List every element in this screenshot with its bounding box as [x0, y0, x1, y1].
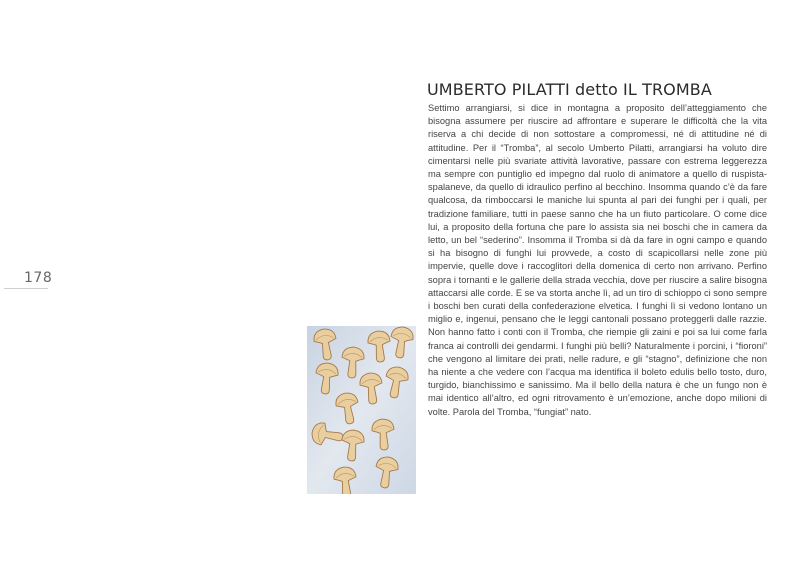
article-title: UMBERTO PILATTI detto IL TROMBA	[427, 80, 712, 99]
dried-mushroom-slices-photo	[307, 326, 416, 494]
article-body: Settimo arrangiarsi, si dice in montagna a proposito dell’atteggiamento che bisogna assumere per riuscire ad affrontare e superare le difficoltà che la vita riserva a chi decide di non sottostare a compromessi, né di attitudine né di attitudine. Per il “Tromba”, al secolo Umberto Pilatti, arrangiarsi ha voluto dire cimentarsi nelle più svariate attività lavorative, passare con estrema leggerezza ma sempre con puntiglio ed impegno dal ruolo di animatore a quello di ruspista-spalaneve, da quello di idraulico perfino al becchino. Insomma quando c’è da fare qualcosa, da rimboccarsi le maniche lui spunta al pari dei funghi per i quali, per tradizione familiare, tutti in paese sanno che ha un fiuto particolare. O come dice lui, a proposito della fortuna che pare lo assista sia nei boschi che in camera da letto, un bel “sederino”. Insomma il Tromba si dà da fare in ogni campo e quando si ha bisogno di funghi lui provvede, a costo di scapicollarsi nelle zone più impervie, quelle dove i raccoglitori della domenica di certo non arrivano. Perfino sopra i tornanti e le gallerie della strada vecchia, dove per riuscire a salire bisogna attaccarsi alle corde. E se va storta anche lì, ad un tiro di schioppo ci sono sempre i boschi ben curati della confederazione elvetica. I funghi lì si vedono lontano un miglio e, ingenui, pensano che le leggi cantonali possano proteggerli dalle razzie. Non hanno fatto i conti con il Tromba, che riempie gli zaini e poi sa lui come farla franca ai controlli dei gendarmi. I funghi più belli? Naturalmente i porcini, i “fioroni” che vengono al limitare dei prati, nelle radure, e gli “stagno”, definizione che non ha niente a che vedere con l’acqua ma identifica il boleto edulis bello tosto, duro, turgido, bianchissimo e sanissimo. Ma il bello della natura è che un fungo non è mai identico all’altro, ed ogni ritrovamento è un’emozione, anche dopo milioni di volte. Parola del Tromba, “fungiat” nato.	[428, 103, 767, 417]
page-number-rule	[4, 288, 48, 289]
page-number: 178	[24, 270, 53, 286]
